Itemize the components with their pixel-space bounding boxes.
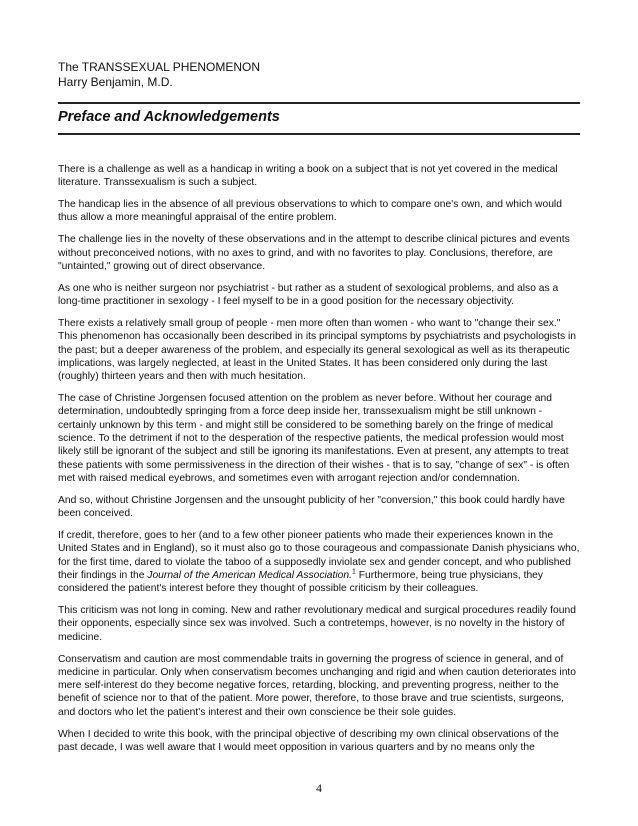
paragraph: Conservatism and caution are most commendable traits in governing the progress of science in general, and of medicine in particular. Only when conservatism becomes unchanging and rigid and when caution deteriorates into mere self-interest do they become negative forces, retarding, blocking, and preventing progress, neither to the benefit of science nor to that of the patient. More power, therefore, to those brave and true scientists, surgeons, and doctors who let the patient's interest and their own conscience be their sole guides.	[58, 653, 577, 718]
paragraph: As one who is neither surgeon nor psychiatrist - but rather as a student of sexological problems, and also as a long-time practitioner in sexology - I feel myself to be in a good position for the necessary objectivity.	[58, 282, 559, 308]
page-number: 4	[316, 781, 322, 795]
paragraph: There is a challenge as well as a handicap in writing a book on a subject that is not yet covered in the medical literature. Transsexualism is such a subject.	[58, 164, 558, 189]
footnote-marker: 1	[352, 568, 356, 576]
book-title: The TRANSSEXUAL PHENOMENON	[58, 60, 261, 74]
journal-title: Journal of the American Medical Association.	[147, 569, 352, 581]
credit-text-after: Furthermore, being true physicians, they considered the patient's interest before they thought of possible criticism by their colleagues.	[58, 569, 544, 595]
title-rule-top	[58, 102, 580, 104]
paragraph: The challenge lies in the novelty of these observations and in the attempt to describe clinical pictures and events without preconceived notions, with no axes to grind, and with no favorites to play. Conclusions, therefore, are "untainted," growing out of direct observance.	[58, 234, 570, 272]
body-text	[58, 163, 580, 763]
paragraph: The case of Christine Jorgensen focused attention on the problem as never before. Without her courage and determination, undoubtedly springing from a force deep inside her, transsexualism might be still unknown - certainly unknown by this term - and might still be considered to be something barely on the fringe of medical science. To the detriment if not to the desperation of the respective patients, the medical profession would most likely still be ignorant of the subject and still be ignoring its manifestations. Even at present, any attempts to treat these patients with some permissiveness in the direction of their wishes - that is to say, "change of sex" - is often met with raised medical eyebrows, and sometimes even with arrogant rejection and/or condemnation.	[58, 393, 570, 484]
author-name: Harry Benjamin, M.D.	[58, 75, 173, 89]
running-header	[58, 60, 580, 90]
paragraph-credit	[58, 529, 580, 595]
section-title: Preface and Acknowledgements	[58, 109, 280, 125]
title-rule-bottom	[58, 133, 580, 135]
paragraph: The handicap lies in the absence of all previous observations to which to compare one's own, and which would thus allow a more meaningful appraisal of the entire problem.	[58, 199, 562, 224]
paragraph: This criticism was not long in coming. New and rather revolutionary medical and surgical procedures readily found their opponents, especially since sex was involved. Such a contretemps, however, is no novelty in the history of medicine.	[58, 605, 576, 643]
credit-text-before: If credit, therefore, goes to her (and to a few other pioneer patients who made their experiences known in the United States and in England), so it must also go to those courageous and compassionate Danish physicians who, for the first time, dared to violate the taboo of a supposedly inviolate sex and gender concept, and who published their findings in the	[58, 529, 580, 581]
paragraph: And so, without Christine Jorgensen and the unsought publicity of her "conversion," this book could hardly have been conceived.	[58, 494, 566, 520]
paragraph: There exists a relatively small group of people - men more often than women - who want to "change their sex." This phenomenon has occasionally been described in its principal symptoms by psychiatrists and psychologists in the past; but a deeper awareness of the problem, and especially its general sexological as well as its therapeutic implications, was largely neglected, at least in the United States. It has been considered only during the last (roughly) thirteen years and then with much hesitation.	[58, 318, 576, 383]
paragraph: When I decided to write this book, with the principal objective of describing my own clinical observations of the past decade, I was well aware that I would meet opposition in various quarters and by no means only the	[58, 728, 559, 753]
